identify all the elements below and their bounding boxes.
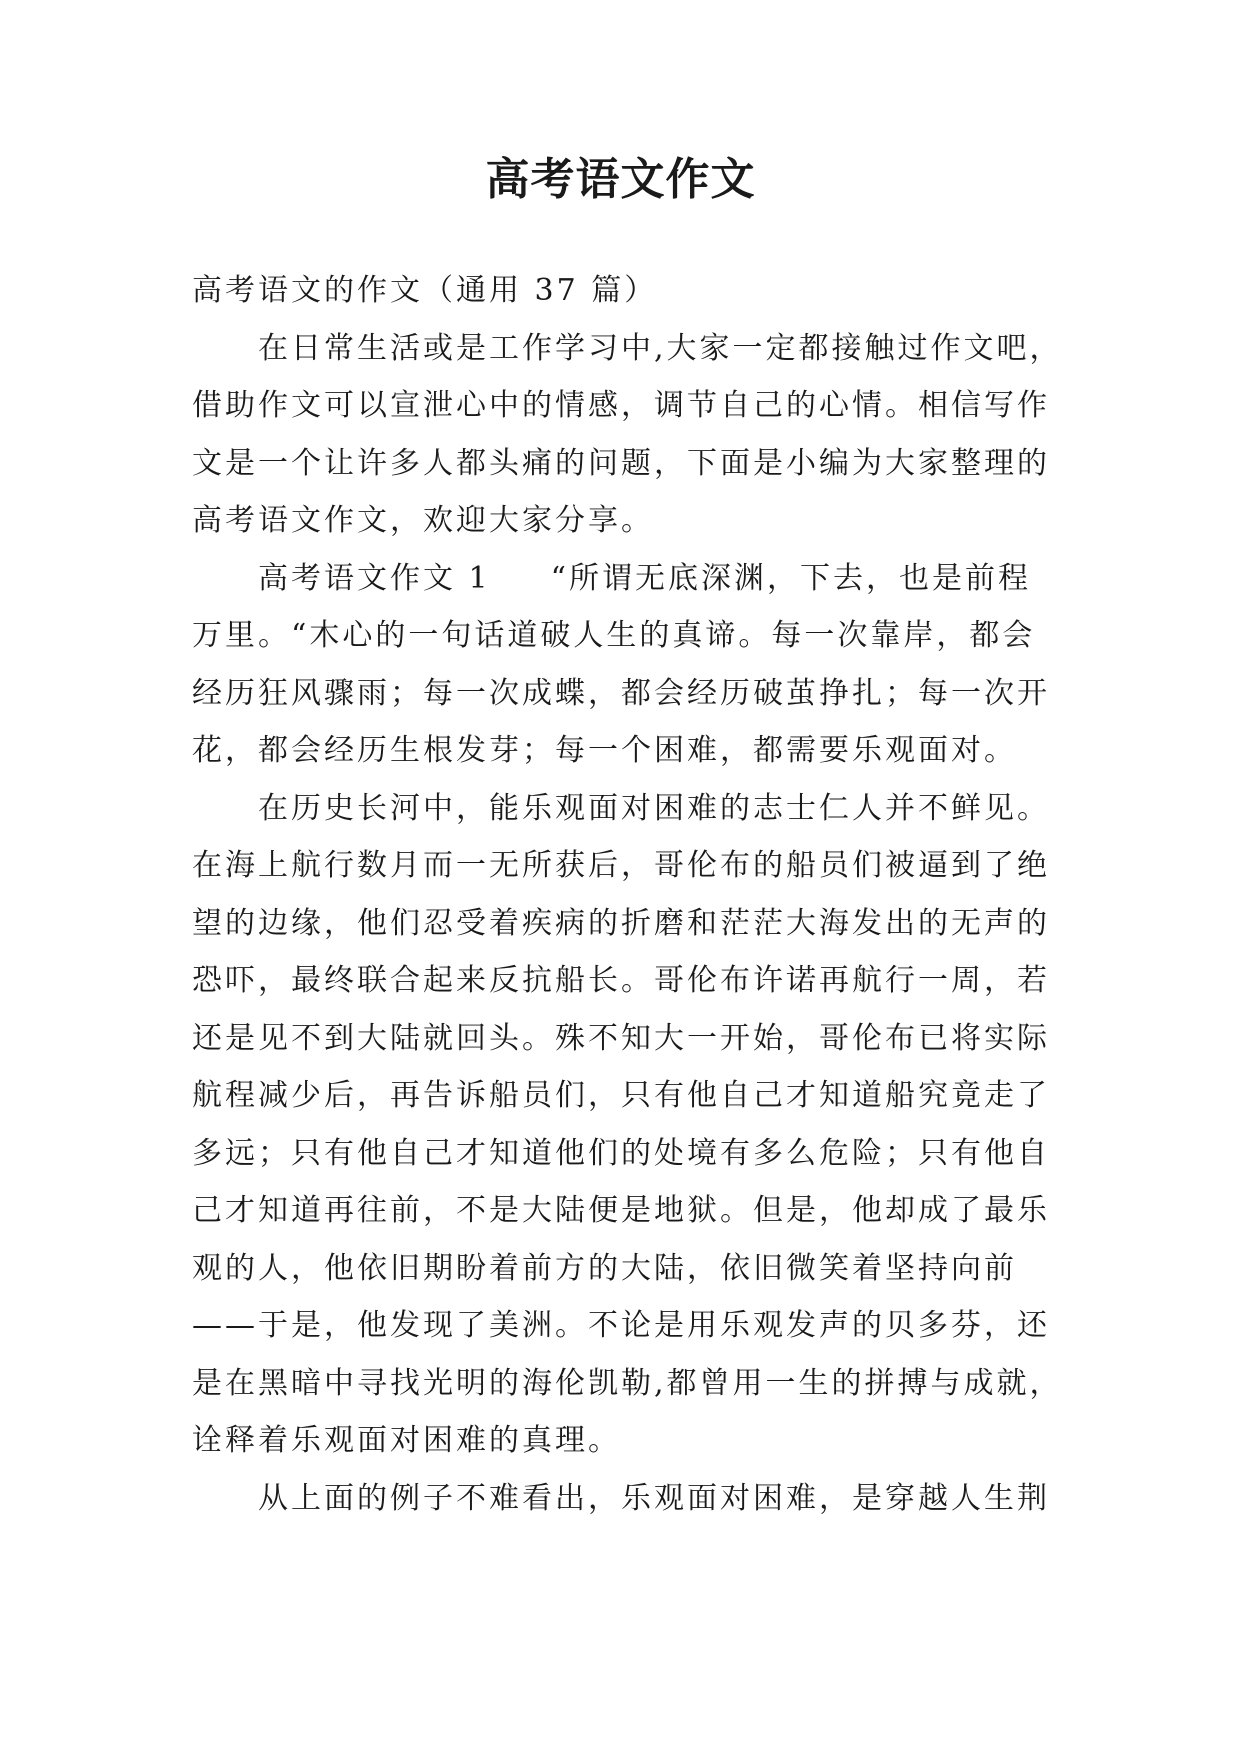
para2-line: 己才知道再往前，不是大陆便是地狱。但是，他却成了最乐 (192, 1193, 1050, 1228)
para3-line: 从上面的例子不难看出，乐观面对困难，是穿越人生荆 (258, 1480, 1050, 1516)
para2-line: 在历史长河中，能乐观面对困难的志士仁人并不鲜见。 (258, 790, 1050, 826)
para2-line: 是在黑暗中寻找光明的海伦凯勒,都曾用一生的拼搏与成就， (192, 1365, 1063, 1401)
para2-line: 观的人，他依旧期盼着前方的大陆，依旧微笑着坚持向前 (192, 1250, 1017, 1286)
essay1-line: “所谓无底深渊，下去，也是前程 (550, 560, 1031, 596)
para2-line: 恐吓，最终联合起来反抗船长。哥伦布许诺再航行一周，若 (192, 963, 1050, 998)
para2-line: 诠释着乐观面对困难的真理。 (192, 1423, 621, 1458)
intro-line: 文是一个让许多人都头痛的问题，下面是小编为大家整理的 (192, 445, 1050, 481)
essay1-line: 万里。“木心的一句话道破人生的真谛。每一次靠岸，都会 (192, 618, 1036, 653)
para2-line: 望的边缘，他们忍受着疾病的折磨和茫茫大海发出的无声的 (192, 905, 1050, 941)
document-title: 高考语文作文 (485, 154, 756, 205)
intro-line: 高考语文作文，欢迎大家分享。 (192, 503, 654, 538)
essay1-line: 经历狂风骤雨；每一次成蝶，都会经历破茧挣扎；每一次开 (192, 675, 1050, 711)
para2-line: 航程减少后，再告诉船员们，只有他自己才知道船究竟走了 (192, 1078, 1050, 1113)
essay1-heading: 高考语文作文 1 (258, 560, 491, 596)
para2-line: ——于是，他发现了美洲。不论是用乐观发声的贝多芬，还 (192, 1308, 1050, 1343)
para2-line: 在海上航行数月而一无所获后，哥伦布的船员们被逼到了绝 (192, 848, 1050, 883)
essay1-first-line (192, 550, 1072, 608)
document-subtitle: 高考语文的作文（通用 37 篇） (192, 273, 658, 308)
para2-line: 多远；只有他自己才知道他们的处境有多么危险；只有他自 (192, 1135, 1050, 1171)
para2-line: 还是见不到大陆就回头。殊不知大一开始，哥伦布已将实际 (192, 1020, 1050, 1056)
intro-line: 借助作文可以宣泄心中的情感，调节自己的心情。相信写作 (192, 388, 1050, 423)
intro-line: 在日常生活或是工作学习中,大家一定都接触过作文吧， (258, 330, 1063, 366)
document-body (192, 262, 1072, 1527)
essay1-line: 花，都会经历生根发芽；每一个困难，都需要乐观面对。 (192, 733, 1017, 768)
